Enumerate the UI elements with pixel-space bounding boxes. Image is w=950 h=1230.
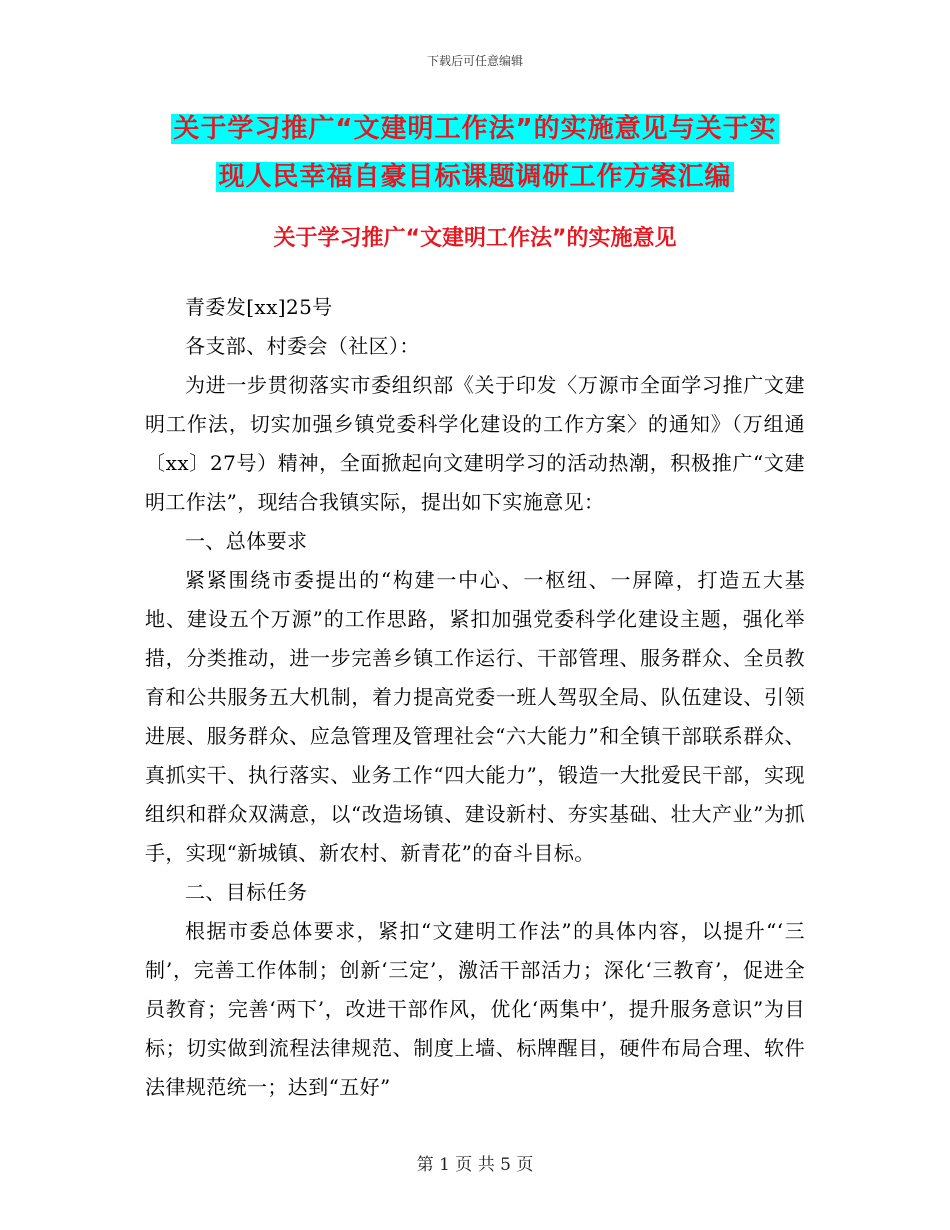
paragraph-intro: 为进一步贯彻落实市委组织部《关于印发〈万源市全面学习推广文建明工作法，切实加强乡镇党委科学化建设的工作方案〉的通知》（万组通〔xx〕27号）精神，全面掀起向文建明学习的活动热潮，积极推广“文建明工作法”，现结合我镇实际，提出如下实施意见： (145, 373, 805, 514)
document-body (145, 288, 805, 1107)
document-title-line-2 (0, 152, 950, 202)
paragraph-doc-number: 青委发[xx]25号 (185, 295, 333, 319)
heading-target-tasks: 二、目标任务 (185, 880, 308, 904)
title-highlight-2: 现人民幸福自豪目标课题调研工作方案汇编 (218, 162, 732, 192)
paragraph-target-tasks: 根据市委总体要求，紧扣“文建明工作法”的具体内容，以提升“‘三制’，完善工作体制；创新‘三定’，激活干部活力；深化‘三教育’，促进全员教育；完善‘两下’，改进干部作风，优化‘两集中’，提升服务意识”为目标；切实做到流程法律规范、制度上墙、标牌醒目，硬件布局合理、软件法律规范统一；达到“五好” (145, 919, 805, 1099)
page-header-note: 下载后可任意编辑 (426, 54, 523, 68)
paragraph-recipients: 各支部、村委会（社区）： (185, 334, 420, 358)
paragraph-overall-requirements: 紧紧围绕市委提出的“构建一中心、一枢纽、一屏障，打造五大基地、建设五个万源”的工作思路，紧扣加强党委科学化建设主题，强化举措，分类推动，进一步完善乡镇工作运行、干部管理、服务群众、全员教育和公共服务五大机制，着力提高党委一班人驾驭全局、队伍建设、引领进展、服务群众、应急管理及管理社会“六大能力”和全镇干部联系群众、真抓实干、执行落实、业务工作“四大能力”，锻造一大批爱民干部，实现组织和群众双满意，以“改造场镇、建设新村、夯实基础、壮大产业”为抓手，实现“新城镇、新农村、新青花”的奋斗目标。 (145, 568, 805, 865)
section-title: 关于学习推广“文建明工作法”的实施意见 (273, 226, 677, 251)
title-highlight-1: 关于学习推广“文建明工作法”的实施意见与关于实 (173, 114, 777, 144)
document-title-line-1 (0, 104, 950, 154)
page-number: 第 1 页 共 5 页 (416, 1155, 534, 1175)
heading-overall-requirements: 一、总体要求 (185, 529, 308, 553)
